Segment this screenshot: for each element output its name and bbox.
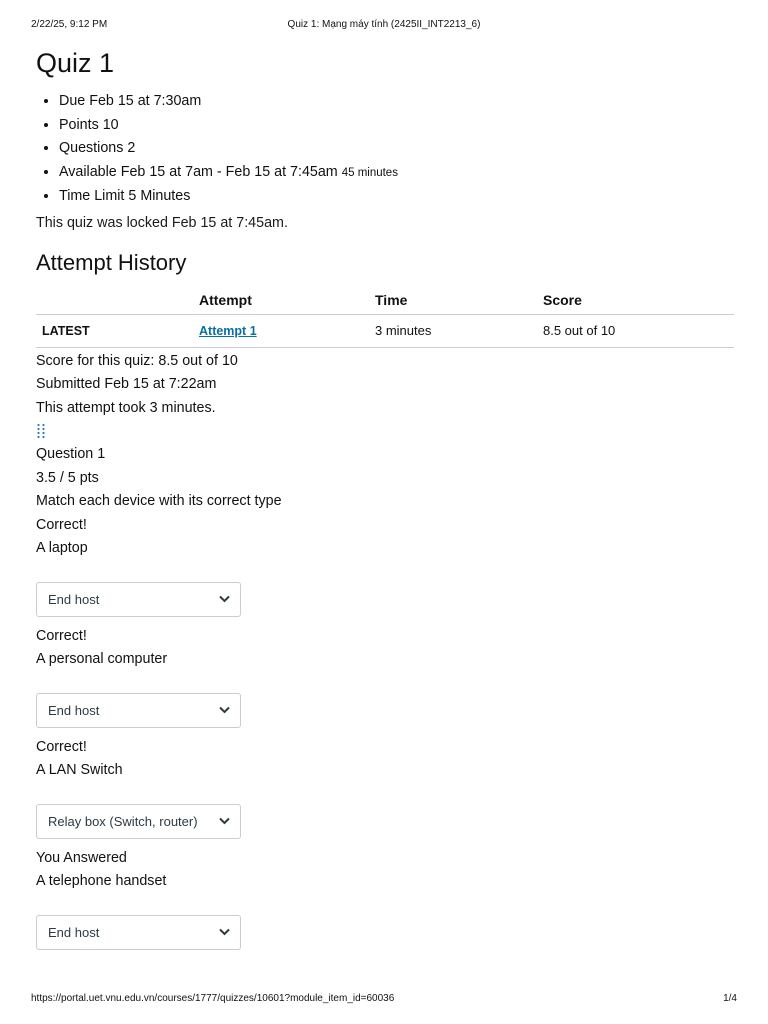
duration-line: This attempt took 3 minutes. [36,399,216,416]
answer-select-telephone-handset[interactable] [36,915,241,950]
print-footer [31,993,737,1007]
answer-item: A LAN Switch [36,762,123,778]
question-points: 3.5 / 5 pts [36,469,99,486]
latest-label: LATEST [42,324,90,338]
print-url: https://portal.uet.vnu.edu.vn/courses/1777/quizzes/10601?module_item_id=60036 [31,993,395,1004]
quiz-details [36,90,734,209]
answer-status: You Answered [36,849,127,866]
detail-due: • Due Feb 15 at 7:30am [59,90,734,114]
available-duration-note: 45 minutes [341,166,398,179]
answer-item: A personal computer [36,651,168,667]
answer-select-laptop[interactable] [36,582,241,617]
attempt-score: 8.5 out of 10 [537,314,734,347]
chevron-down-icon [219,595,230,603]
submitted-line: Submitted Feb 15 at 7:22am [36,376,217,392]
column-header-time: Time [369,287,537,315]
answer-selected-value: End host [48,924,100,940]
question-title: Question 1 [36,446,106,462]
chevron-down-icon [219,817,230,825]
score-line: Score for this quiz: 8.5 out of 10 [36,352,238,369]
answer-select-personal-computer[interactable] [36,693,241,728]
locked-message: This quiz was locked Feb 15 at 7:45am. [36,214,288,231]
attempt-history-heading: Attempt History [36,249,187,275]
print-date: 2/22/25, 9:12 PM [31,19,108,30]
detail-questions: • Questions 2 [59,137,734,161]
print-page-number: 1/4 [723,993,737,1004]
quiz-content [36,46,734,958]
attempt-time: 3 minutes [369,314,537,347]
detail-available: • Available Feb 15 at 7am - Feb 15 at 7:45am 45 minutes [59,161,734,186]
chevron-down-icon [219,706,230,714]
table-row [36,314,734,347]
column-header-label [36,287,193,315]
column-header-score: Score [537,287,734,315]
answer-status: Correct! [36,738,87,755]
answer-selected-value: Relay box (Switch, router) [48,813,198,829]
answer-select-lan-switch[interactable] [36,804,241,839]
table-header-row [36,287,734,315]
quiz-title: Quiz 1 [36,48,115,78]
print-header [31,19,737,33]
question-prompt: Match each device with its correct type [36,493,282,509]
attempt-1-link[interactable]: Attempt 1 [199,324,257,338]
detail-points: • Points 10 [59,114,734,138]
attempt-history-table [36,287,734,348]
detail-time-limit: • Time Limit 5 Minutes [59,185,734,209]
answer-status: Correct! [36,516,87,533]
column-header-attempt: Attempt [193,287,369,315]
answer-selected-value: End host [48,591,100,607]
print-document-title: Quiz 1: Mạng máy tính (2425II_INT2213_6) [287,19,481,30]
answer-status: Correct! [36,627,87,644]
chevron-down-icon [219,928,230,936]
answer-item: A telephone handset [36,873,167,889]
answer-item: A laptop [36,540,88,556]
drag-handle-icon[interactable] [36,422,734,442]
answer-selected-value: End host [48,702,100,718]
